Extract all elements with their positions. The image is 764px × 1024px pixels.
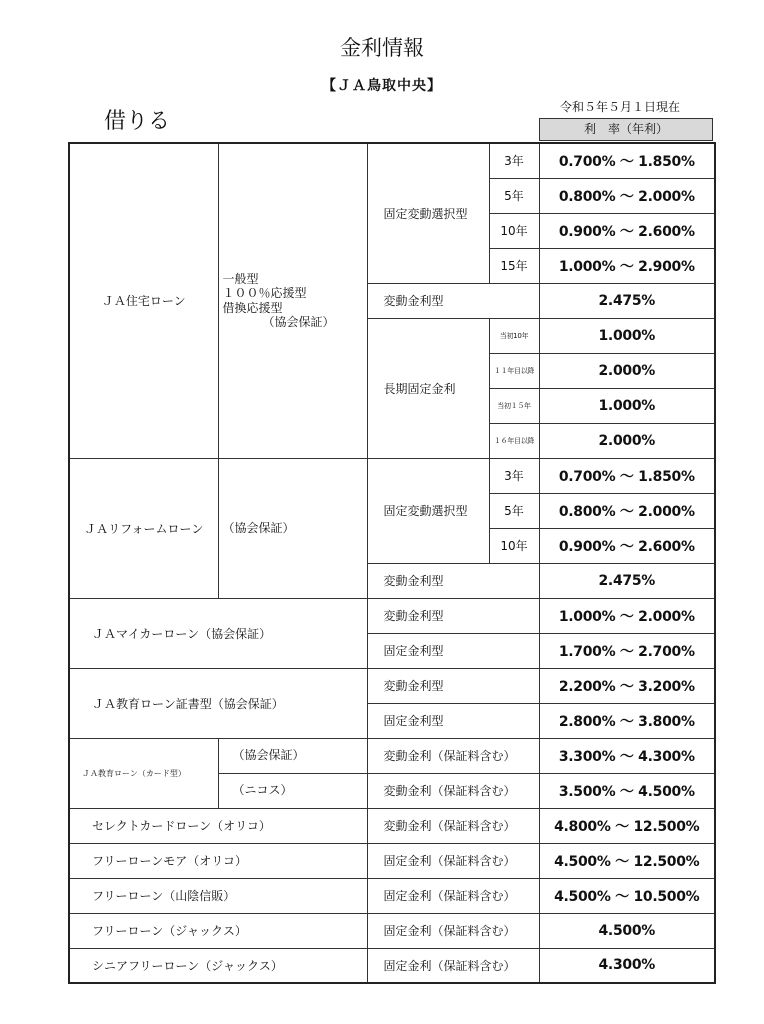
reform-guarantee: （協会保証）	[218, 458, 367, 598]
rate-cell: 0.900% 〜 2.600%	[539, 528, 715, 563]
guarantee-line: １００％応援型	[222, 286, 307, 301]
rates-table	[68, 142, 716, 984]
loan-name-cell: フリーローン（ジャックス）	[69, 913, 367, 948]
rate-type-cell: 変動金利（保証料含む）	[367, 773, 539, 808]
rate-cell: 1.000%	[539, 388, 715, 423]
term-cell: 5年	[489, 493, 539, 528]
rate-cell: 0.800% 〜 2.000%	[539, 178, 715, 213]
rate-cell: 2.475%	[539, 283, 715, 318]
rate-cell: 2.200% 〜 3.200%	[539, 668, 715, 703]
rate-cell: 2.000%	[539, 353, 715, 388]
rate-cell: 4.800% 〜 12.500%	[539, 808, 715, 843]
loan-name-cell: フリーローン（山陰信販）	[69, 878, 367, 913]
guarantee-line: 借換応援型	[222, 300, 283, 315]
loan-name-housing: ＪＡ住宅ローン	[69, 143, 218, 458]
rate-type-long-fixed: 長期固定金利	[367, 318, 489, 458]
as-of-date: 令和５年５月１日現在	[560, 100, 681, 114]
rate-type-variable: 変動金利型	[367, 283, 539, 318]
section-heading: 借りる	[104, 109, 171, 134]
rate-cell: 4.500% 〜 10.500%	[539, 878, 715, 913]
table-row	[69, 948, 715, 983]
term-cell: 10年	[489, 213, 539, 248]
rate-column-header: 利 率（年利）	[539, 118, 713, 141]
rate-cell: 1.000%	[539, 318, 715, 353]
rate-cell: 3.300% 〜 4.300%	[539, 738, 715, 773]
table-row	[69, 143, 715, 178]
term-cell: 15年	[489, 248, 539, 283]
table-row	[69, 808, 715, 843]
rate-cell: 2.475%	[539, 563, 715, 598]
loan-name-mycar: ＪＡマイカーローン（協会保証）	[69, 598, 367, 668]
table-row	[69, 668, 715, 703]
rate-cell: 1.000% 〜 2.900%	[539, 248, 715, 283]
rate-type-cell: 固定金利型	[367, 633, 539, 668]
rate-type-cell: 固定金利型	[367, 703, 539, 738]
rate-cell: 0.700% 〜 1.850%	[539, 458, 715, 493]
table-row	[69, 913, 715, 948]
table-row	[69, 878, 715, 913]
loan-name-cell: フリーローンモア（オリコ）	[69, 843, 367, 878]
guarantee-cell: （ニコス）	[218, 773, 367, 808]
rate-cell: 3.500% 〜 4.500%	[539, 773, 715, 808]
page-subtitle: 【ＪＡ鳥取中央】	[322, 78, 442, 94]
housing-guarantee-types	[218, 143, 367, 458]
table-row	[69, 598, 715, 633]
rate-type-cell: 固定金利（保証料含む）	[367, 878, 539, 913]
term-cell: 5年	[489, 178, 539, 213]
table-row	[69, 458, 715, 493]
rate-type-cell: 変動金利型	[367, 598, 539, 633]
guarantee-cell: （協会保証）	[218, 738, 367, 773]
rate-cell: 0.800% 〜 2.000%	[539, 493, 715, 528]
table-row	[69, 843, 715, 878]
rate-type-variable: 変動金利型	[367, 563, 539, 598]
term-cell: 3年	[489, 458, 539, 493]
term-cell: 3年	[489, 143, 539, 178]
loan-name-education: ＪＡ教育ローン証書型（協会保証）	[69, 668, 367, 738]
rate-type-fixed-select: 固定変動選択型	[367, 458, 489, 563]
rate-cell: 2.000%	[539, 423, 715, 458]
rate-type-cell: 変動金利（保証料含む）	[367, 808, 539, 843]
rate-type-cell: 変動金利型	[367, 668, 539, 703]
rate-cell: 1.000% 〜 2.000%	[539, 598, 715, 633]
rate-cell: 4.500% 〜 12.500%	[539, 843, 715, 878]
rate-cell: 4.500%	[539, 913, 715, 948]
rate-type-fixed-select: 固定変動選択型	[367, 143, 489, 283]
term-cell: １１年目以降	[489, 353, 539, 388]
rate-cell: 4.300%	[539, 948, 715, 983]
guarantee-line: 一般型	[222, 271, 259, 286]
term-cell: １６年目以降	[489, 423, 539, 458]
rate-cell: 2.800% 〜 3.800%	[539, 703, 715, 738]
rate-cell: 0.700% 〜 1.850%	[539, 143, 715, 178]
rate-cell: 1.700% 〜 2.700%	[539, 633, 715, 668]
rate-type-cell: 固定金利（保証料含む）	[367, 948, 539, 983]
rate-type-cell: 変動金利（保証料含む）	[367, 738, 539, 773]
loan-name-education-card: ＪＡ教育ローン（カード型）	[69, 738, 218, 808]
loan-name-cell: シニアフリーローン（ジャックス）	[69, 948, 367, 983]
guarantee-line: （協会保証）	[262, 315, 335, 330]
term-cell: 10年	[489, 528, 539, 563]
table-row	[69, 738, 715, 773]
loan-name-cell: セレクトカードローン（オリコ）	[69, 808, 367, 843]
loan-name-reform: ＪＡリフォームローン	[69, 458, 218, 598]
term-cell: 当初10年	[489, 318, 539, 353]
term-cell: 当初１５年	[489, 388, 539, 423]
rate-type-cell: 固定金利（保証料含む）	[367, 913, 539, 948]
rate-type-cell: 固定金利（保証料含む）	[367, 843, 539, 878]
page-title: 金利情報	[340, 36, 424, 60]
rate-cell: 0.900% 〜 2.600%	[539, 213, 715, 248]
